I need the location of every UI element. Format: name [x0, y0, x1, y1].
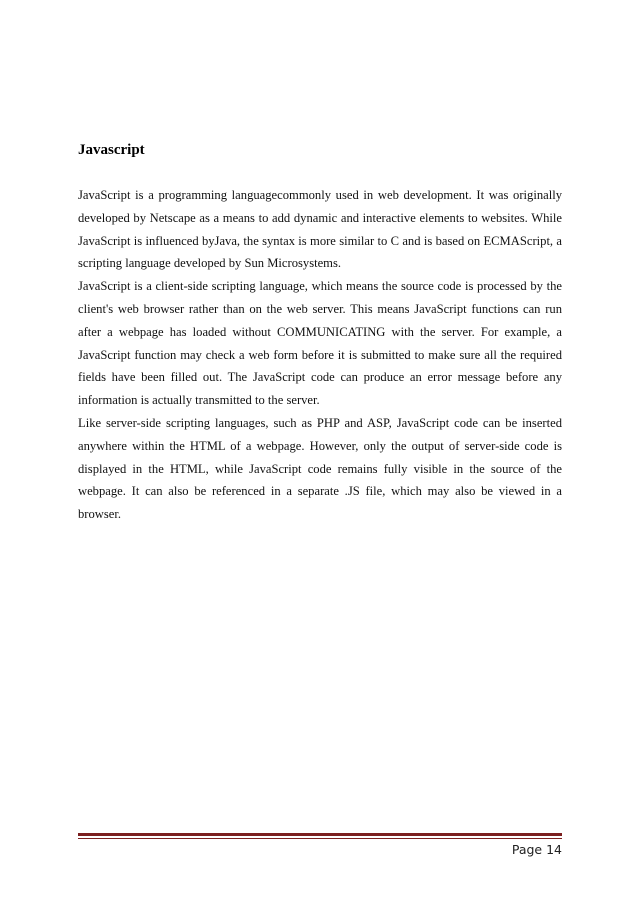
paragraph-server-side-comparison: Like server-side scripting languages, such as PHP and ASP, JavaScript code can be inserted anywhere within the HTML of a webpage. However, only the output of server-side code is displayed in the HTML, while JavaScript code remains fully visible in the source of the webpage. It can also be referenced in a separate .JS file, which may also be viewed in a browser. [78, 415, 562, 522]
paragraph-intro: JavaScript is a programming languagecommonly used in web development. It was originally developed by Netscape as a means to add dynamic and interactive elements to websites. While JavaScript is influenced byJava, the syntax is more similar to C and is based on ECMAScript, a scripting language developed by Sun Microsystems. [78, 188, 562, 271]
paragraph-client-side: JavaScript is a client-side scripting language, which means the source code is processed by the client's web browser rather than on the web server. This means JavaScript functions can run after a webpage has loaded without COMMUNICATING with the server. For example, a JavaScript function may check a web form before it is submitted to make sure all the required fields have been filled out. The JavaScript code can produce an error message before any information is actually transmitted to the server. [78, 279, 562, 408]
page-number: Page 14 [511, 842, 562, 857]
footer-divider-thick [78, 833, 562, 836]
body-text [78, 184, 562, 526]
footer-divider-thin [78, 838, 562, 839]
section-heading: Javascript [78, 142, 145, 158]
